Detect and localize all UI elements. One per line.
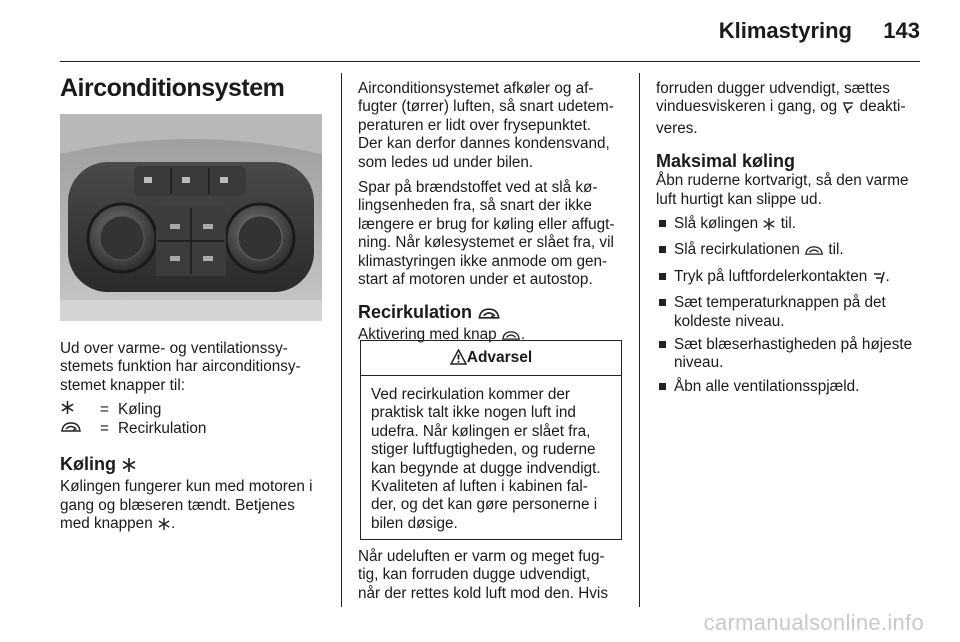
warning-box — [360, 340, 622, 540]
page-number: 143 — [883, 18, 920, 43]
body-line: Åbn ruderne kortvarigt, så den varme — [656, 172, 909, 190]
body-line: Kølingen fungerer kun med motoren i — [60, 478, 313, 496]
snowflake-icon — [157, 517, 171, 536]
body-line: luft hurtigt kan slippe ud. — [656, 190, 822, 208]
column-divider-2 — [639, 73, 640, 607]
inline-text: . — [170, 515, 176, 533]
snowflake-icon — [762, 217, 776, 236]
body-line: når der rettes kold luft mod den. Hvis — [358, 584, 608, 602]
warning-line: Ved recirkulation kommer der — [371, 386, 570, 403]
warning-line: kan begynde at dugge indvendigt. — [371, 459, 601, 477]
warning-line: bilen døsige. — [371, 514, 458, 532]
warning-line: stiger luftfugtigheden, og ruderne — [371, 441, 596, 459]
body-line: veres. — [656, 119, 698, 137]
header-rule — [60, 61, 920, 62]
middle-column — [358, 80, 630, 348]
body-line: gang og blæseren tændt. Betjenes — [60, 496, 295, 514]
inline-text: Slå kølingen — [674, 215, 759, 233]
legend-row-recirculation — [60, 419, 330, 438]
section-title: Airconditionsystem — [60, 74, 285, 102]
warning-header — [361, 341, 621, 376]
intro-line: stemet knapper til: — [60, 376, 185, 394]
bullet-item: Åbn alle ventilationsspjæld. — [656, 378, 924, 396]
inline-text: Aktivering med knap — [358, 326, 497, 344]
body-line: klimastyringen ikke anmode om gen- — [358, 252, 608, 270]
inline-text: med knappen — [60, 515, 153, 533]
watermark: carmanualsonline.info — [703, 610, 924, 635]
body-line: længere er brug for køling eller affugt- — [358, 215, 615, 233]
warning-title: Advarsel — [466, 349, 533, 366]
legend-label: Recirkulation — [118, 419, 207, 437]
body-line: lingsenheden fra, så snart der ikke — [358, 197, 592, 215]
wiper-icon — [841, 100, 855, 119]
middle-column-bottom — [358, 548, 630, 603]
recirculation-heading — [358, 301, 630, 326]
inline-text: deakti- — [859, 98, 906, 116]
inline-text: Slå recirkulationen — [674, 241, 800, 259]
inline-text: . — [885, 267, 890, 285]
legend-equals: = — [100, 400, 109, 418]
intro-line: Ud over varme- og ventilationssy- — [60, 340, 288, 357]
body-line: Airconditionsystemet afkøler og af- — [358, 80, 594, 97]
max-cooling-heading: Maksimal køling — [656, 151, 796, 172]
body-line: som ledes ud under bilen. — [358, 153, 534, 171]
recirculation-icon — [804, 244, 824, 262]
left-column — [60, 340, 330, 536]
bullet-item — [656, 336, 924, 373]
air-distribution-icon — [872, 270, 886, 289]
cooling-heading-text: Køling — [60, 454, 116, 475]
recirculation-icon — [477, 304, 501, 326]
warning-line: Kvaliteten af luften i kabinen fal- — [371, 478, 588, 496]
bullet-item — [656, 215, 924, 236]
warning-triangle-icon — [450, 344, 467, 378]
bullet-line: koldeste niveau. — [674, 312, 785, 330]
bullet-line: Sæt blæserhastigheden på højeste — [674, 336, 913, 354]
warning-body — [361, 376, 621, 533]
inline-text: vinduesviskeren i gang, og — [656, 98, 838, 116]
inline-text: til. — [828, 241, 844, 259]
bullet-line: Sæt temperaturknappen på det — [674, 294, 886, 312]
body-line: Når udeluften er varm og meget fug- — [358, 548, 605, 565]
column-divider-1 — [341, 73, 342, 607]
right-column — [656, 80, 924, 396]
cooling-heading — [60, 453, 330, 478]
bullet-line: niveau. — [674, 354, 724, 372]
climate-panel-photo — [60, 114, 322, 321]
recirculation-heading-text: Recirkulation — [358, 302, 473, 323]
legend-row-cooling — [60, 400, 330, 419]
bullet-item — [656, 268, 924, 289]
inline-text: til. — [780, 215, 796, 233]
body-line — [656, 98, 924, 119]
intro-line: stemets funktion har airconditionsy- — [60, 358, 301, 376]
body-line: fugter (tørrer) luften, så snart udetem- — [358, 98, 614, 116]
body-line — [60, 515, 330, 536]
warning-line: udefra. Når kølingen er slået fra, — [371, 422, 591, 440]
warning-line: der, og det kan gøre personerne i — [371, 496, 598, 514]
bullet-item — [656, 241, 924, 262]
warning-line: praktisk talt ikke nogen luft ind — [371, 404, 576, 422]
legend-equals: = — [100, 419, 109, 437]
snowflake-icon — [121, 456, 137, 478]
bullet-item — [656, 294, 924, 331]
body-line: Spar på brændstoffet ved at slå kø- — [358, 179, 598, 197]
body-line: ning. Når kølesystemet er slået fra, vil — [358, 234, 614, 252]
inline-text: Tryk på luftfordelerkontakten — [674, 267, 868, 285]
page-header-title: Klimastyring — [718, 18, 852, 43]
body-line: tig, kan forruden dugge udvendigt, — [358, 566, 591, 584]
inline-text: . — [520, 326, 526, 344]
legend-label: Køling — [118, 400, 162, 418]
body-line: Der kan derfor dannes kondensvand, — [358, 135, 610, 153]
body-line: start af motoren under et autostop. — [358, 271, 593, 289]
recirculation-icon — [60, 420, 82, 439]
body-line: forruden dugger udvendigt, sættes — [656, 80, 890, 97]
body-line: peraturen er lidt over frysepunktet. — [358, 116, 591, 134]
